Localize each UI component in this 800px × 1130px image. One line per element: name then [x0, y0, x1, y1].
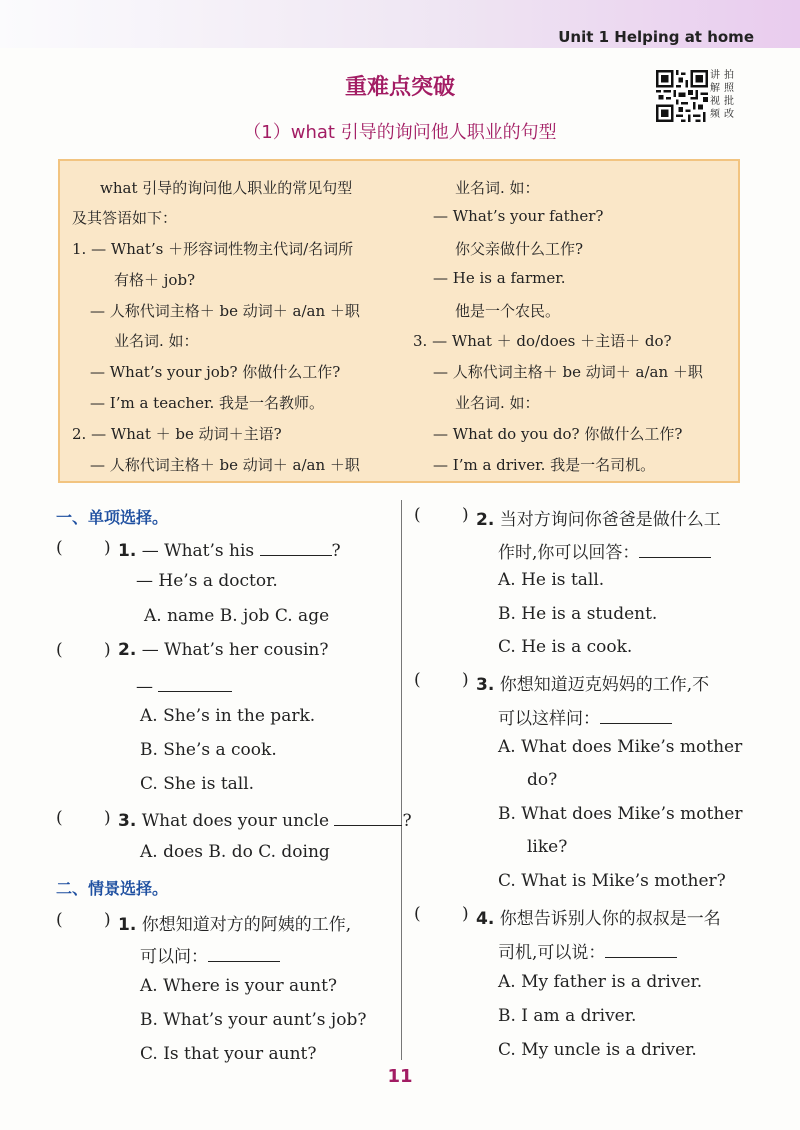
question-line: — [136, 674, 232, 697]
qr-caption-char: 照 [724, 83, 734, 94]
answer-paren[interactable]: ( [414, 670, 421, 690]
question-2-3: 3. 你想知道迈克妈妈的工作,不 [476, 675, 710, 695]
answer-blank[interactable] [639, 540, 711, 558]
answer-paren: ) [462, 904, 469, 924]
option-b: B. I am a driver. [498, 1006, 637, 1026]
answer-blank[interactable] [605, 940, 677, 958]
note-line: 3. — What ＋ do/does ＋主语＋ do? [413, 332, 672, 350]
options-line: A. name B. job C. age [144, 606, 330, 626]
question-line: 司机,可以说： [498, 938, 677, 963]
page-number: 11 [387, 1066, 413, 1087]
answer-paren: ) [104, 538, 111, 558]
answer-blank[interactable] [334, 808, 402, 826]
option-a: A. My father is a driver. [498, 972, 703, 992]
note-line: — What’s your job? 你做什么工作? [90, 363, 341, 381]
option-a: A. He is tall. [498, 570, 605, 590]
note-line: 2. — What ＋ be 动词＋主语? [72, 425, 282, 443]
qr-code-icon[interactable] [656, 70, 708, 122]
option-a-cont: do? [527, 770, 558, 790]
section-title: 重难点突破 [344, 75, 455, 100]
option-a: A. What does Mike’s mother [498, 737, 743, 757]
option-b: B. He is a student. [498, 604, 658, 624]
answer-paren[interactable]: ( [414, 505, 421, 525]
note-line: 业名词. 如： [114, 332, 199, 350]
answer-paren[interactable]: ( [414, 904, 421, 924]
answer-paren[interactable]: ( [56, 808, 63, 828]
note-line: — 人称代词主格＋ be 动词＋ a/an ＋职 [90, 302, 360, 320]
option-b: B. What’s your aunt’s job? [140, 1010, 367, 1030]
option-a: A. She’s in the park. [140, 706, 316, 726]
note-line: 及其答语如下： [72, 209, 178, 227]
question-1-1: 1. — What’s his ? [118, 538, 341, 561]
note-line: 业名词. 如： [455, 179, 540, 197]
question-2-4: 4. 你想告诉别人你的叔叔是一名 [476, 909, 721, 929]
note-line: what 引导的询问他人职业的常见句型 [100, 179, 353, 197]
question-line: — He’s a doctor. [136, 571, 278, 591]
note-line: 有格＋ job? [114, 271, 196, 289]
answer-paren: ) [104, 808, 111, 828]
qr-caption-char: 解 [710, 83, 720, 94]
question-2-1: 1. 你想知道对方的阿姨的工作, [118, 915, 352, 935]
qr-caption-char: 频 [710, 109, 720, 120]
options-line: A. does B. do C. doing [140, 842, 330, 862]
question-line: 可以这样问： [498, 704, 672, 729]
qr-caption-char: 讲 [710, 70, 720, 81]
answer-paren: ) [104, 640, 111, 660]
question-line: 可以问： [140, 942, 280, 967]
answer-blank[interactable] [208, 944, 280, 962]
note-line: 他是一个农民。 [455, 302, 561, 320]
qr-caption-char: 改 [724, 109, 734, 120]
note-line: — What’s your father? [433, 207, 604, 225]
question-2-2: 2. 当对方询问你爸爸是做什么工 [476, 510, 721, 530]
question-1-2: 2. — What’s her cousin? [118, 640, 329, 660]
option-b: B. What does Mike’s mother [498, 804, 743, 824]
column-divider [401, 500, 402, 1060]
answer-blank[interactable] [158, 674, 232, 692]
note-line: 1. — What’s ＋形容词性物主代词/名词所 [72, 240, 354, 258]
answer-paren: ) [462, 670, 469, 690]
question-1-3: 3. What does your uncle ? [118, 808, 412, 831]
option-c: C. My uncle is a driver. [498, 1040, 697, 1060]
option-c: C. She is tall. [140, 774, 255, 794]
qr-caption-char: 拍 [724, 70, 734, 81]
answer-paren: ) [462, 505, 469, 525]
section-heading: 二、情景选择。 [56, 879, 169, 898]
answer-paren[interactable]: ( [56, 910, 63, 930]
option-a: A. Where is your aunt? [140, 976, 338, 996]
note-line: — 人称代词主格＋ be 动词＋ a/an ＋职 [90, 456, 360, 474]
note-line: — What do you do? 你做什么工作? [433, 425, 683, 443]
option-c: C. Is that your aunt? [140, 1044, 317, 1064]
qr-caption-char: 批 [724, 96, 734, 107]
option-c: C. He is a cook. [498, 637, 633, 657]
qr-caption-char: 视 [710, 96, 720, 107]
answer-paren[interactable]: ( [56, 640, 63, 660]
option-b-cont: like? [527, 837, 568, 857]
note-line: 你父亲做什么工作? [455, 240, 584, 258]
section-heading: 一、单项选择。 [56, 508, 169, 527]
note-line: 业名词. 如： [455, 394, 540, 412]
unit-title: Unit 1 Helping at home [558, 28, 754, 46]
answer-blank[interactable] [600, 706, 672, 724]
note-line: — 人称代词主格＋ be 动词＋ a/an ＋职 [433, 363, 703, 381]
note-line: — He is a farmer. [433, 269, 566, 287]
answer-paren[interactable]: ( [56, 538, 63, 558]
answer-blank[interactable] [260, 538, 332, 556]
option-b: B. She’s a cook. [140, 740, 277, 760]
section-subtitle: （1）what 引导的询问他人职业的句型 [243, 122, 557, 143]
note-line: — I’m a teacher. 我是一名教师。 [90, 394, 325, 412]
question-line: 作时,你可以回答： [498, 538, 711, 563]
option-c: C. What is Mike’s mother? [498, 871, 726, 891]
note-line: — I’m a driver. 我是一名司机。 [433, 456, 656, 474]
answer-paren: ) [104, 910, 111, 930]
